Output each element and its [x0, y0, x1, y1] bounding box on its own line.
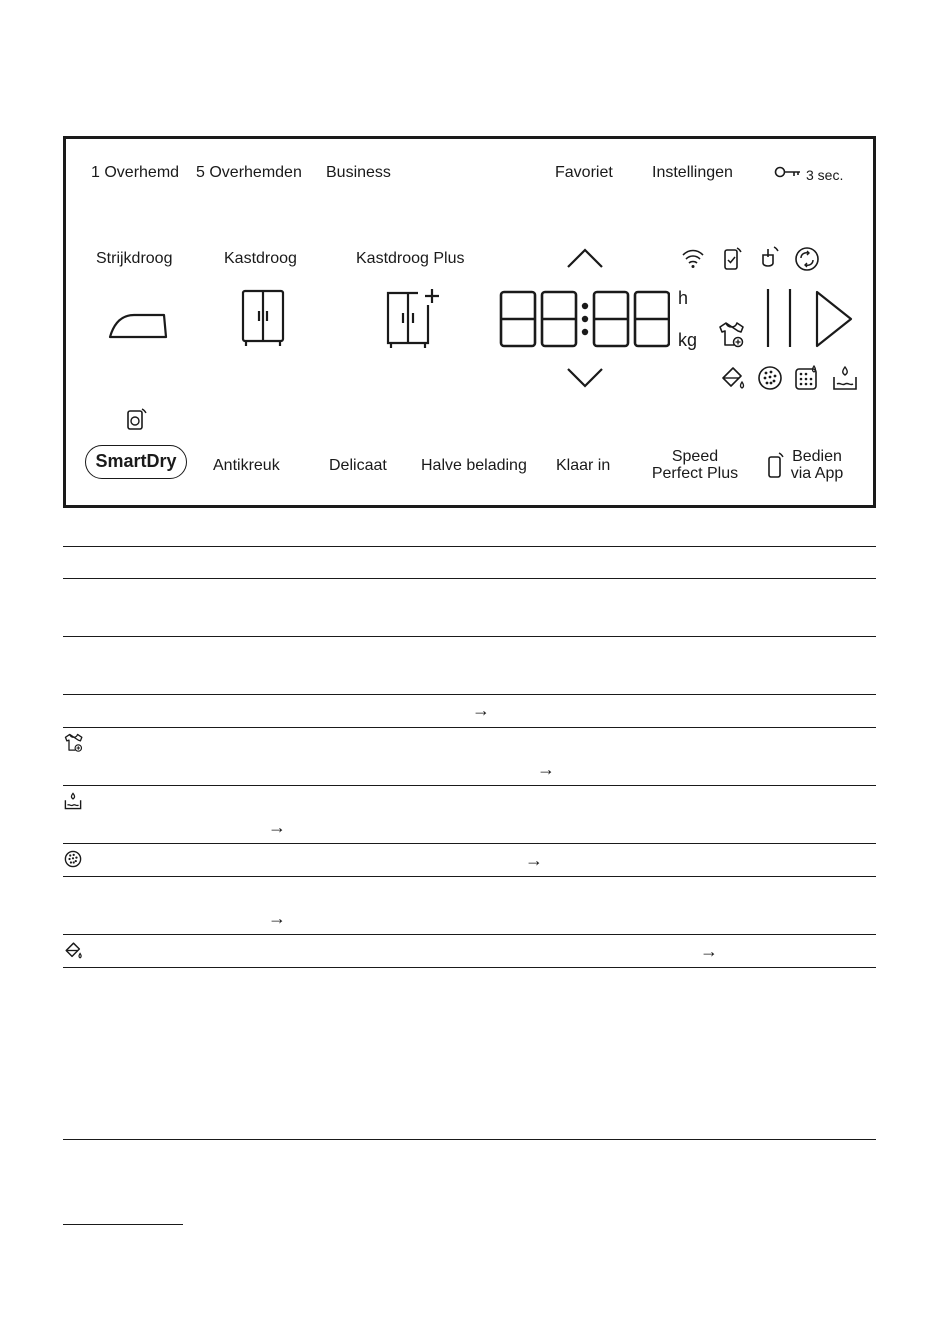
chevron-up-icon[interactable] [566, 247, 604, 269]
button-halve-belading[interactable]: Halve belading [421, 457, 527, 474]
button-klaar-in[interactable]: Klaar in [556, 457, 611, 474]
button-antikreuk[interactable]: Antikreuk [213, 457, 280, 474]
shirt-steam-icon [64, 733, 84, 758]
remote-connection-icon [759, 245, 781, 271]
time-display [498, 289, 670, 349]
remote-start-phone-icon [722, 245, 744, 271]
arrow-reference: → [700, 941, 718, 961]
key-lock-icon[interactable] [774, 165, 802, 179]
phone-app-icon[interactable] [766, 451, 786, 481]
table-rule [63, 636, 876, 637]
heat-exchanger-icon [794, 365, 820, 391]
wifi-icon [681, 247, 705, 269]
table-rule [63, 934, 876, 935]
button-5-overhemden[interactable]: 5 Overhemden [196, 164, 302, 181]
table-rule [63, 694, 876, 695]
table-rule [63, 967, 876, 968]
program-kastdroog-label[interactable]: Kastdroog [224, 250, 297, 267]
smartdry-washer-icon [126, 407, 148, 431]
pause-icon[interactable] [764, 287, 796, 349]
chevron-down-icon[interactable] [566, 367, 604, 389]
wardrobe-icon[interactable] [240, 289, 286, 347]
unit-kg: kg [678, 330, 698, 350]
start-play-icon[interactable] [814, 289, 854, 349]
shirt-steam-icon [718, 321, 746, 349]
arrow-reference: → [472, 700, 490, 720]
iron-icon[interactable] [108, 293, 168, 339]
table-rule [63, 1139, 876, 1140]
table-rule [63, 785, 876, 786]
table-rule [63, 876, 876, 877]
clean-filter-bucket-icon [720, 365, 746, 391]
button-instellingen[interactable]: Instellingen [652, 164, 733, 181]
empty-water-tank-icon [64, 792, 82, 815]
lock-hint-text: 3 sec. [806, 167, 844, 183]
program-strijkdroog-label[interactable]: Strijkdroog [96, 250, 173, 267]
table-rule [63, 727, 876, 728]
table-rule [63, 578, 876, 579]
program-kastdroog-plus-label[interactable]: Kastdroog Plus [356, 250, 465, 267]
footnote-separator [63, 1224, 183, 1225]
button-favoriet[interactable]: Favoriet [555, 164, 613, 181]
arrow-reference: → [268, 817, 286, 837]
fluff-filter-icon [757, 365, 783, 391]
clean-filter-bucket-icon [64, 941, 83, 965]
arrow-reference: → [525, 850, 543, 870]
button-speed-perfect-plus[interactable] [648, 448, 742, 482]
smartdry-button[interactable]: SmartDry [85, 445, 187, 479]
control-panel [63, 136, 876, 508]
empty-water-tank-icon [832, 365, 858, 391]
speed-label-line1: Speed [671, 448, 719, 465]
fluff-filter-icon [64, 850, 82, 873]
arrow-reference: → [537, 759, 555, 779]
unit-hours: h [678, 288, 689, 308]
refresh-cycle-icon [794, 246, 820, 272]
button-1-overhemd[interactable]: 1 Overhemd [91, 164, 180, 181]
wardrobe-plus-icon[interactable] [384, 287, 444, 349]
table-rule [63, 546, 876, 547]
button-business[interactable]: Business [326, 164, 391, 181]
speed-label-line2: Perfect Plus [651, 465, 739, 482]
app-label-line2: via App [790, 465, 844, 482]
button-delicaat[interactable]: Delicaat [329, 457, 387, 474]
app-label-line1: Bedien [792, 448, 842, 465]
button-bedien-via-app[interactable] [786, 448, 848, 482]
arrow-reference: → [268, 908, 286, 928]
table-rule [63, 843, 876, 844]
